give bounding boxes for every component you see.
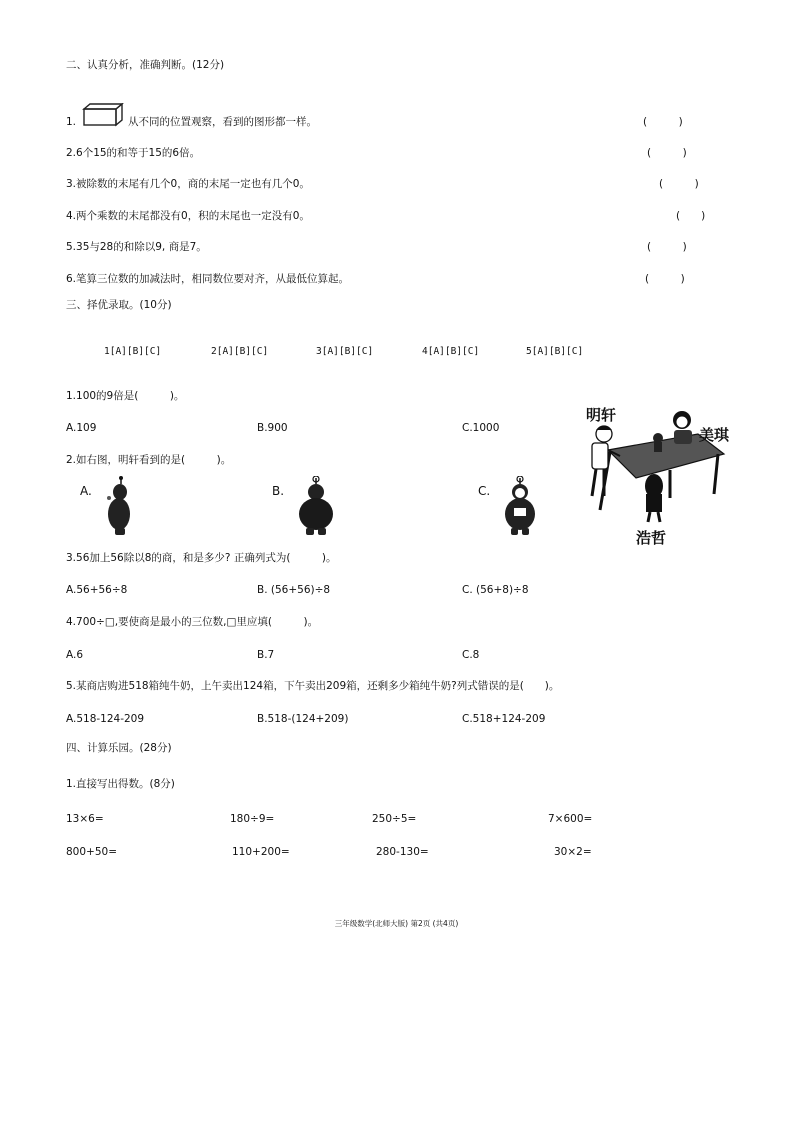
answer-cell-4[interactable]: 4[A][B][C] [422, 346, 480, 357]
scene-name-right: 美琪 [699, 426, 730, 444]
calc-6[interactable]: 110+200= [232, 846, 290, 858]
calc-3[interactable]: 250÷5= [372, 813, 417, 825]
judge-item-2-answer[interactable]: ( ) [647, 147, 687, 159]
q4-option-c[interactable]: C.8 [462, 649, 480, 661]
judge-item-2-text: 2.6个15的和等于15的6倍。 [66, 147, 201, 159]
answer-cell-2[interactable]: 2[A][B][C] [211, 346, 269, 357]
q1-option-b[interactable]: B.900 [257, 422, 288, 434]
answer-cell-1[interactable]: 1[A][B][C] [104, 346, 162, 357]
calc-1[interactable]: 13×6= [66, 813, 104, 825]
q3-stem: 3.56加上56除以8的商，和是多少? 正确列式为( )。 [66, 552, 337, 564]
q2-stem: 2.如右图，明轩看到的是( )。 [66, 454, 232, 466]
q2-option-b[interactable]: B. [272, 484, 285, 498]
q4-option-b[interactable]: B.7 [257, 649, 275, 661]
answer-cell-3[interactable]: 3[A][B][C] [316, 346, 374, 357]
judge-item-4-text: 4.两个乘数的末尾都没有0，积的末尾也一定没有0。 [66, 210, 310, 222]
q1-option-c[interactable]: C.1000 [462, 422, 500, 434]
judge-item-6-answer[interactable]: ( ) [645, 273, 685, 285]
judge-item-1-text: 从不同的位置观察，看到的图形都一样。 [128, 116, 317, 128]
q2-option-a[interactable]: A. [80, 484, 92, 498]
judge-item-3-text: 3.被除数的末尾有几个0，商的末尾一定也有几个0。 [66, 178, 310, 190]
calc-5[interactable]: 800+50= [66, 846, 117, 858]
calc-8[interactable]: 30×2= [554, 846, 592, 858]
q5-stem: 5.某商店购进518箱纯牛奶，上午卖出124箱，下午卖出209箱，还剩多少箱纯牛奶?列式错误的是( )。 [66, 680, 560, 692]
judge-item-5-answer[interactable]: ( ) [647, 241, 687, 253]
section2-heading: 二、认真分析，准确判断。(12分) [66, 59, 225, 71]
judge-item-3-answer[interactable]: ( ) [659, 178, 699, 190]
q5-option-a[interactable]: A.518-124-209 [66, 713, 145, 725]
cuboid-figure [82, 103, 124, 127]
q1-option-a[interactable]: A.109 [66, 422, 97, 434]
doll-back-view-figure [294, 476, 338, 538]
q3-option-b[interactable]: B. (56+56)÷8 [257, 584, 331, 596]
q4-stem: 4.700÷□,要使商是最小的三位数,□里应填( )。 [66, 616, 319, 628]
judge-item-1-answer[interactable]: ( ) [643, 116, 683, 128]
q3-option-c[interactable]: C. (56+8)÷8 [462, 584, 529, 596]
judge-item-1-number: 1. [66, 116, 77, 128]
answer-cell-5[interactable]: 5[A][B][C] [526, 346, 584, 357]
doll-side-view-figure [101, 476, 137, 538]
judge-item-5-text: 5.35与28的和除以9, 商是7。 [66, 241, 207, 253]
q5-option-c[interactable]: C.518+124-209 [462, 713, 546, 725]
scene-name-bottom: 浩哲 [636, 529, 667, 547]
q4-option-a[interactable]: A.6 [66, 649, 84, 661]
judge-item-6-text: 6.笔算三位数的加减法时，相同数位要对齐，从最低位算起。 [66, 273, 350, 285]
calc-4[interactable]: 7×600= [548, 813, 593, 825]
q5-option-b[interactable]: B.518-(124+209) [257, 713, 349, 725]
doll-front-view-figure [500, 476, 540, 538]
section3-heading: 三、择优录取。(10分) [66, 299, 172, 311]
section4-heading: 四、计算乐园。(28分) [66, 742, 172, 754]
calc-2[interactable]: 180÷9= [230, 813, 275, 825]
q1-stem: 1.100的9倍是( )。 [66, 390, 185, 402]
judge-item-4-answer[interactable]: ( ) [676, 210, 706, 222]
calc-7[interactable]: 280-130= [376, 846, 429, 858]
section4-sub1: 1.直接写出得数。(8分) [66, 778, 175, 790]
q3-option-a[interactable]: A.56+56÷8 [66, 584, 128, 596]
q2-option-c[interactable]: C. [478, 484, 491, 498]
page-footer: 三年级数学(北师大版) 第2页 (共4页) [334, 919, 459, 928]
scene-name-left: 明轩 [586, 406, 617, 424]
